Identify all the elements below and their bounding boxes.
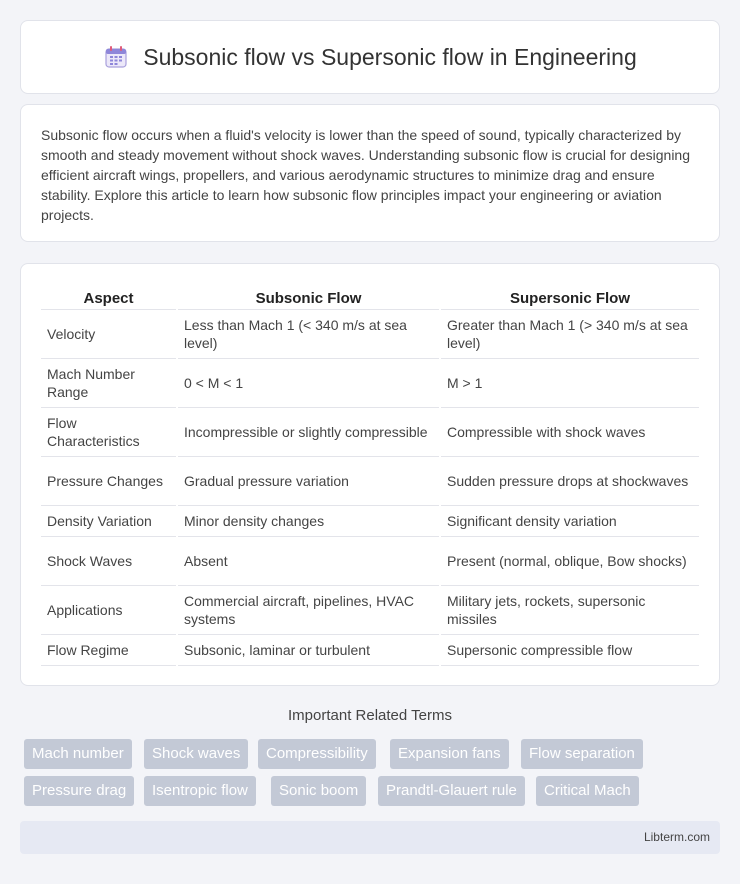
header-supersonic: Supersonic Flow xyxy=(441,284,699,310)
term-tag[interactable]: Critical Mach xyxy=(536,776,639,806)
term-tag[interactable]: Expansion fans xyxy=(390,739,509,769)
table-cell: 0 < M < 1 xyxy=(178,359,439,408)
table-cell: Supersonic compressible flow xyxy=(441,635,699,666)
table-cell: Sudden pressure drops at shockwaves xyxy=(441,457,699,506)
intro-card xyxy=(20,104,720,242)
term-tag[interactable]: Pressure drag xyxy=(24,776,134,806)
table-cell: Velocity xyxy=(41,310,176,359)
term-tag[interactable]: Sonic boom xyxy=(271,776,366,806)
table-cell: Mach Number Range xyxy=(41,359,176,408)
table-row xyxy=(41,586,699,635)
table-cell: Compressible with shock waves xyxy=(441,408,699,457)
table-cell: Minor density changes xyxy=(178,506,439,537)
table-cell: Gradual pressure variation xyxy=(178,457,439,506)
related-terms-title: Important Related Terms xyxy=(288,707,452,724)
header-aspect: Aspect xyxy=(41,284,176,310)
header-subsonic: Subsonic Flow xyxy=(178,284,439,310)
intro-text: Subsonic flow occurs when a fluid's velocity is lower than the speed of sound, typically characterized by smooth and steady movement without shock waves. Understanding subsonic flow is crucial for designing efficient aircraft wings, propellers, and various aerodynamic structures to minimize drag and ensure stability. Explore this article to learn how subsonic flow principles impact your engineering or aviation projects. xyxy=(41,127,690,223)
table-row xyxy=(41,635,699,666)
table-cell: Commercial aircraft, pipelines, HVAC systems xyxy=(178,586,439,635)
term-tag[interactable]: Compressibility xyxy=(258,739,376,769)
term-tag[interactable]: Mach number xyxy=(24,739,132,769)
table-cell: Incompressible or slightly compressible xyxy=(178,408,439,457)
table-row xyxy=(41,310,699,359)
table-row xyxy=(41,359,699,408)
footer-site-link[interactable]: Libterm.com xyxy=(643,830,710,844)
table-cell: Shock Waves xyxy=(41,537,176,586)
table-cell: Military jets, rockets, supersonic missiles xyxy=(441,586,699,635)
table-cell: Flow Regime xyxy=(41,635,176,666)
footer xyxy=(20,821,720,854)
table-row xyxy=(41,408,699,457)
table-header-row xyxy=(41,284,699,310)
table-cell: Applications xyxy=(41,586,176,635)
table-cell: Pressure Changes xyxy=(41,457,176,506)
table-cell: Significant density variation xyxy=(441,506,699,537)
table-cell: Flow Characteristics xyxy=(41,408,176,457)
table-cell: Absent xyxy=(178,537,439,586)
comparison-table-card xyxy=(20,263,720,686)
page-title: Subsonic flow vs Supersonic flow in Engineering xyxy=(143,43,637,70)
comparison-table xyxy=(39,284,701,666)
table-row xyxy=(41,537,699,586)
header-card xyxy=(20,20,720,94)
table-cell: Present (normal, oblique, Bow shocks) xyxy=(441,537,699,586)
table-cell: Subsonic, laminar or turbulent xyxy=(178,635,439,666)
table-row xyxy=(41,457,699,506)
term-tag[interactable]: Flow separation xyxy=(521,739,643,769)
table-row xyxy=(41,506,699,537)
table-cell: Less than Mach 1 (< 340 m/s at sea level) xyxy=(178,310,439,359)
table-cell: Greater than Mach 1 (> 340 m/s at sea level) xyxy=(441,310,699,359)
calendar-icon xyxy=(103,44,129,70)
table-cell: M > 1 xyxy=(441,359,699,408)
term-tag[interactable]: Shock waves xyxy=(144,739,248,769)
term-tag[interactable]: Isentropic flow xyxy=(144,776,256,806)
term-tag[interactable]: Prandtl-Glauert rule xyxy=(378,776,525,806)
table-cell: Density Variation xyxy=(41,506,176,537)
